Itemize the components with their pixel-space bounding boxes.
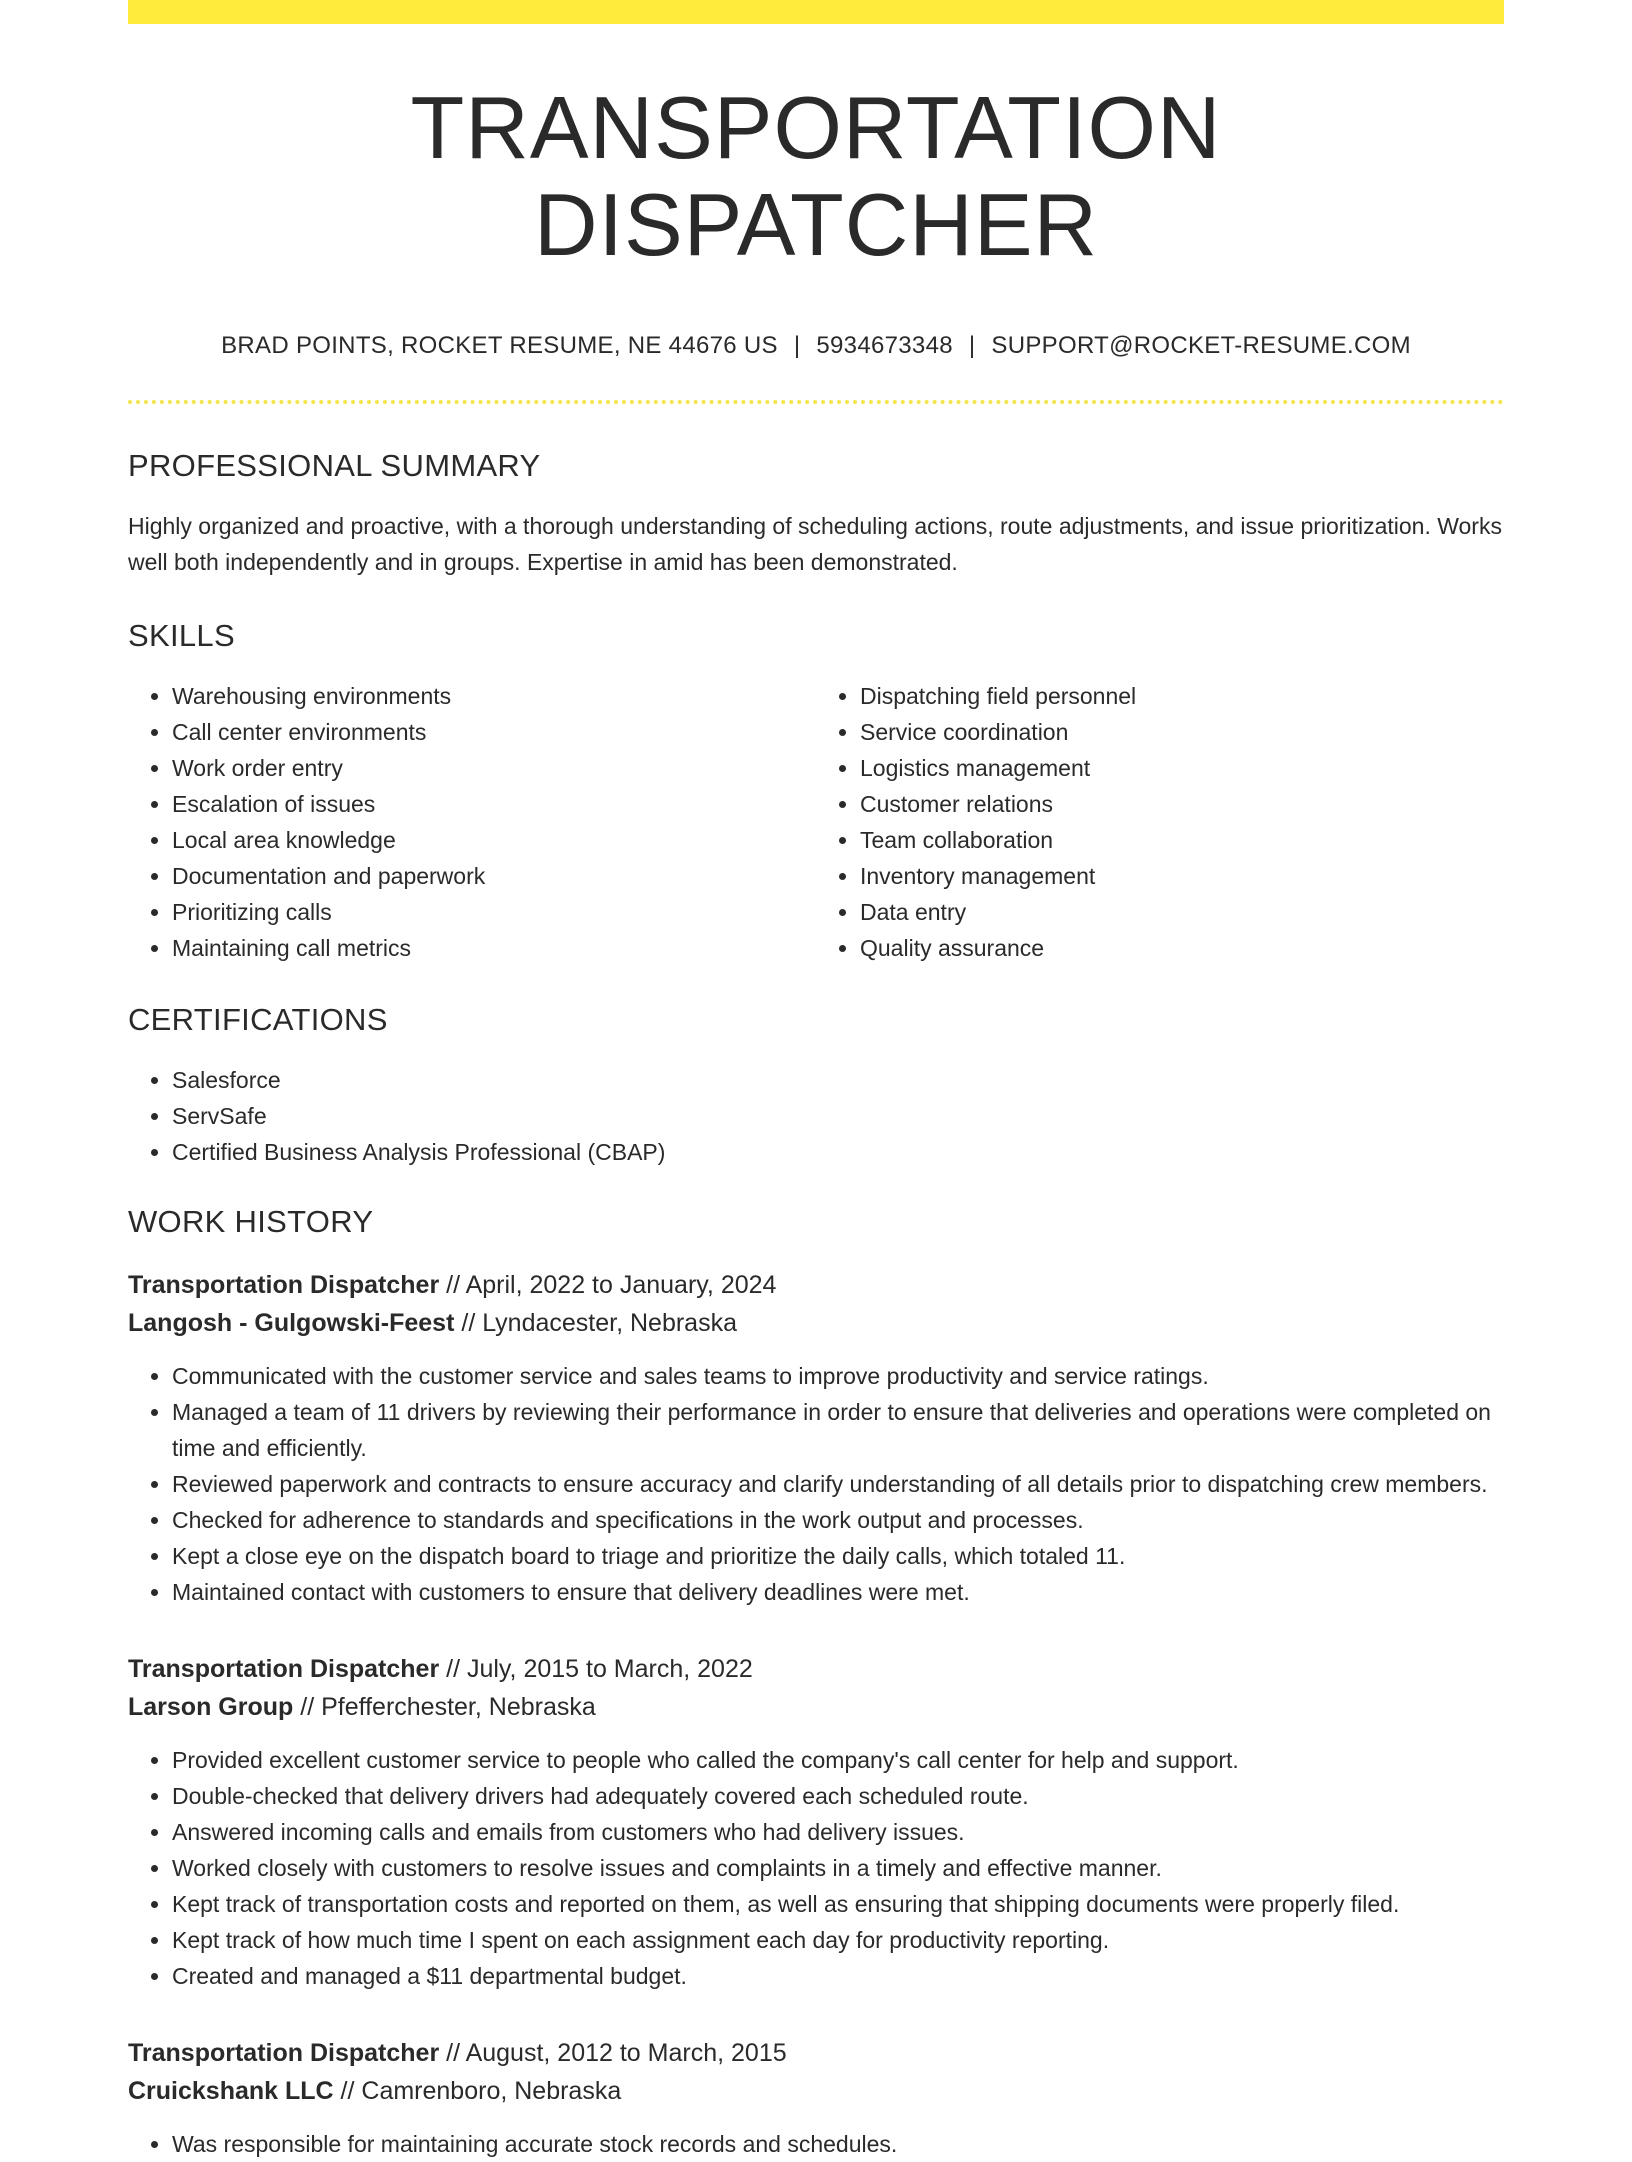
dotted-divider	[128, 400, 1504, 404]
skill-item: • Escalation of issues	[172, 786, 816, 822]
skill-item: • Inventory management	[860, 858, 1504, 894]
contact-address: BRAD POINTS, ROCKET RESUME, NE 44676 US	[221, 331, 778, 359]
skill-item: • Maintaining call metrics	[172, 930, 816, 966]
skill-item: • Documentation and paperwork	[172, 858, 816, 894]
job-entry	[128, 1266, 1504, 1610]
job-dates: // August, 2012 to March, 2015	[439, 2038, 787, 2067]
skill-item: • Quality assurance	[860, 930, 1504, 966]
certifications-heading: CERTIFICATIONS	[128, 1001, 388, 1037]
skill-item: • Work order entry	[172, 750, 816, 786]
job-entry	[128, 1650, 1504, 1994]
job-company-line	[128, 1304, 1504, 1342]
summary-heading: PROFESSIONAL SUMMARY	[128, 447, 541, 483]
job-dates: // April, 2022 to January, 2024	[439, 1270, 777, 1299]
job-bullet: • Maintained contact with customers to ensure that delivery deadlines were met.	[172, 1574, 1504, 1610]
skill-item: • Prioritizing calls	[172, 894, 816, 930]
job-role: Transportation Dispatcher	[128, 2038, 440, 2067]
job-role-line	[128, 2034, 1504, 2072]
certifications-list	[128, 1062, 1504, 1170]
job-bullet: • Checked for adherence to standards and specifications in the work output and processes.	[172, 1502, 1504, 1538]
job-role-line	[128, 1650, 1504, 1688]
skill-item: • Dispatching field personnel	[860, 678, 1504, 714]
job-entry	[128, 2034, 1504, 2162]
work-history-heading: WORK HISTORY	[128, 1203, 374, 1239]
job-bullet: • Provided excellent customer service to people who called the company's call center for help and support.	[172, 1742, 1504, 1778]
job-bullet: • Worked closely with customers to resolve issues and complaints in a timely and effective manner.	[172, 1850, 1504, 1886]
job-bullet: • Answered incoming calls and emails from customers who had delivery issues.	[172, 1814, 1504, 1850]
job-company: Larson Group	[128, 1692, 294, 1721]
job-bullet: • Communicated with the customer service and sales teams to improve productivity and service ratings.	[172, 1358, 1504, 1394]
skill-item: • Local area knowledge	[172, 822, 816, 858]
contact-separator: |	[968, 331, 976, 359]
skill-item: • Team collaboration	[860, 822, 1504, 858]
skill-item: • Service coordination	[860, 714, 1504, 750]
job-role-line	[128, 1266, 1504, 1304]
job-bullet: • Was responsible for maintaining accurate stock records and schedules.	[172, 2126, 1504, 2162]
skill-item: • Warehousing environments	[172, 678, 816, 714]
job-bullets	[128, 2126, 1504, 2162]
job-bullet: • Created and managed a $11 departmental budget.	[172, 1958, 1504, 1994]
job-role: Transportation Dispatcher	[128, 1654, 440, 1683]
job-company-line	[128, 1688, 1504, 1726]
job-company-line	[128, 2072, 1504, 2110]
job-bullet: • Double-checked that delivery drivers had adequately covered each scheduled route.	[172, 1778, 1504, 1814]
job-dates: // July, 2015 to March, 2022	[439, 1654, 753, 1683]
job-location: // Lyndacester, Nebraska	[454, 1308, 737, 1337]
contact-separator: |	[793, 331, 801, 359]
job-bullets	[128, 1742, 1504, 1994]
contact-phone: 5934673348	[816, 331, 953, 359]
job-location: // Camrenboro, Nebraska	[333, 2076, 622, 2105]
accent-top-bar	[128, 0, 1504, 24]
contact-line	[128, 332, 1504, 360]
job-bullet: • Kept track of transportation costs and reported on them, as well as ensuring that shipping documents were properly filed.	[172, 1886, 1504, 1922]
skill-item: • Customer relations	[860, 786, 1504, 822]
job-company: Cruickshank LLC	[128, 2076, 334, 2105]
job-bullet: • Kept track of how much time I spent on each assignment each day for productivity reporting.	[172, 1922, 1504, 1958]
certification-item: • Salesforce	[172, 1062, 1504, 1098]
skills-grid	[128, 678, 1504, 966]
job-bullets	[128, 1358, 1504, 1610]
resume-page	[128, 0, 1504, 2162]
job-bullet: • Kept a close eye on the dispatch board to triage and prioritize the daily calls, which totaled 11.	[172, 1538, 1504, 1574]
certification-item: • ServSafe	[172, 1098, 1504, 1134]
skill-item: • Data entry	[860, 894, 1504, 930]
skills-list-left	[128, 678, 816, 966]
skills-list-right	[816, 678, 1504, 966]
certification-item: • Certified Business Analysis Professional (CBAP)	[172, 1134, 1504, 1170]
summary-text: Highly organized and proactive, with a thorough understanding of scheduling actions, route adjustments, and issue prioritization. Works well both independently and in groups. Expertise in amid has been demonstrated.	[128, 512, 1502, 575]
job-bullet: • Managed a team of 11 drivers by reviewing their performance in order to ensure that deliveries and operations were completed on time and efficiently.	[172, 1394, 1504, 1466]
job-location: // Pfefferchester, Nebraska	[293, 1692, 596, 1721]
skill-item: • Logistics management	[860, 750, 1504, 786]
job-role: Transportation Dispatcher	[128, 1270, 440, 1299]
job-bullet: • Reviewed paperwork and contracts to ensure accuracy and clarify understanding of all details prior to dispatching crew members.	[172, 1466, 1504, 1502]
skill-item: • Call center environments	[172, 714, 816, 750]
resume-name: TRANSPORTATION DISPATCHER	[410, 78, 1222, 274]
skills-heading: SKILLS	[128, 617, 235, 653]
job-company: Langosh - Gulgowski-Feest	[128, 1308, 455, 1337]
contact-email: SUPPORT@ROCKET-RESUME.COM	[991, 331, 1411, 359]
